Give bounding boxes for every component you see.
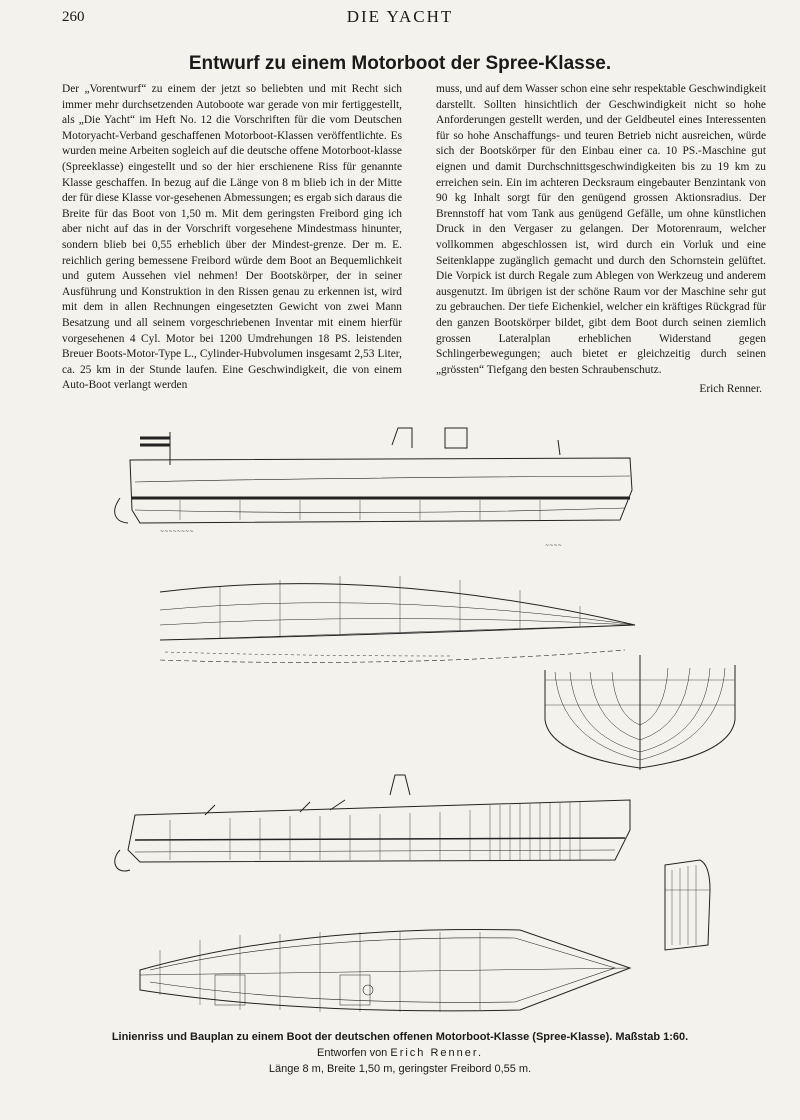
author-signature: Erich Renner. [699, 383, 762, 396]
construction-profile [115, 775, 630, 871]
caption-dimensions: Länge 8 m, Breite 1,50 m, geringster Freibord 0,55 m. [268, 1063, 532, 1075]
page-number: 260 [62, 9, 85, 25]
svg-text:~~~~~~~~: ~~~~~~~~ [160, 529, 194, 535]
half-breadth-plan [160, 576, 635, 662]
article-text-right: muss, und auf dem Wasser schon eine sehr respektable Geschwindigkeit darstellt. Sollten hinsichtlich der Geschwindigkeit nicht so hohe Anforderungen gestellt werden, und der Geldbeutel eines Interessenten für so hohe Anschaffungs- und teuren Betrieb nicht ausreichen, würde sich der Bootskörper für den Einbau einer ca. 10 PS.-Maschine gut eignen und damit Durchschnittsgeschwindigkeiten bis zu 19 km zu erreichen sein. Ein im achteren Decksraum eingebauter Benzintank von 90 kg Inhalt sorgt für den genügend grossen Aktionsradius. Der Brennstoff hat vom Tank aus genügend Gefälle, um ohne künstlichen Druck in den Vergaser zu gelangen. Der Motorenraum, welcher vollkommen abgeschlossen ist, wird durch ein Vorluk und eine Seitenklappe zugänglich gemacht und durch den Schornstein gelüftet. Die Vorpick ist durch Regale zum Ablegen von Werkzeug und anderem ausgenutzt. Im übrigen ist der schöne Raum vor der Maschine sehr gut zu gebrauchen. Der tiefe Eichenkiel, welcher ein kräftiges Rückgrad für den ganzen Bootskörper bildet, gibt dem Boot durch seinen ziemlich grossen Lateralplan erheblichen Widerstand gegen Schlingerbewegungen; auch bietet er gleichzeitig durch seinen „grössten“ Tiefgang den besten Schraubenschutz. [436, 83, 766, 376]
side-elevation [115, 428, 632, 549]
figure-caption [0, 1029, 800, 1077]
body-plan [545, 655, 735, 770]
boat-plan-drawing [0, 420, 800, 1030]
transverse-section [665, 860, 710, 950]
boat-plan-svg [0, 420, 800, 1030]
caption-designer-name: Erich Renner. [390, 1047, 484, 1059]
article-title: Entwurf zu einem Motorboot der Spree-Klasse. [188, 53, 612, 74]
article-column-right [436, 82, 766, 398]
caption-title: Linienriss und Bauplan zu einem Boot der deutschen offenen Motorboot-Klasse (Spree-Klasse). Maßstab 1:60. [111, 1031, 689, 1043]
deck-plan [140, 930, 630, 1013]
article-column-left [62, 82, 402, 394]
caption-designer [0, 1045, 800, 1061]
svg-text:~~~~: ~~~~ [545, 543, 562, 549]
caption-designer-prefix: Entworfen von [316, 1047, 391, 1059]
article-text-left: Der „Vorentwurf“ zu einem der jetzt so beliebten und mit Recht sich immer mehr durchsetzenden Autoboote war gerade von mir fertiggestellt, als „Die Yacht“ im Heft No. 12 die Vorschriften für die vom Deutschen Motoryacht-Verband geschaffenen Motorboot-Klassen veröffentlichte. Es wurden meine Arbeiten sogleich auf die deutsche offene Motorboot-klasse (Spreeklasse) eingestellt und so der hier erschienene Riss für genannte Klasse geschaffen. In bezug auf die Länge von 8 m blieb ich in der Mitte der für diese Klasse vor-gesehenen Abmessungen; es ergab sich daraus die Breite für das Boot von 1,50 m. Mit dem geringsten Freibord ging ich aber nicht auf das in der Vorschrift vorgesehene Mindestmass hinunter, sondern blieb bei 0,55 erheblich über der Mindest-grenze. Der m. E. reichlich gering bemessene Freibord würde dem Boot an Bequemlichkeit und gutem Aussehen viel nehmen! Der Bootskörper, der in seiner Ausführung und Konstruktion in den Rissen genau zu erkennen ist, wird mit dem in allen Rechnungen eingesetzten Gewicht von zwei Mann Besatzung und all seinem vorgeschriebenen Inventar mit einem hierfür vorgesehenen 4 Cyl. Motor bei 1200 Umdrehungen 18 PS. leistenden Breuer Boots-Motor-Type L., Cylinder-Hubvolumen insgesamt 2,53 Liter, ca. 25 km in der Stunde laufen. Eine Geschwindigkeit, die von einem Auto-Boot verlangt werden [62, 83, 402, 392]
running-title: DIE YACHT [346, 7, 454, 26]
